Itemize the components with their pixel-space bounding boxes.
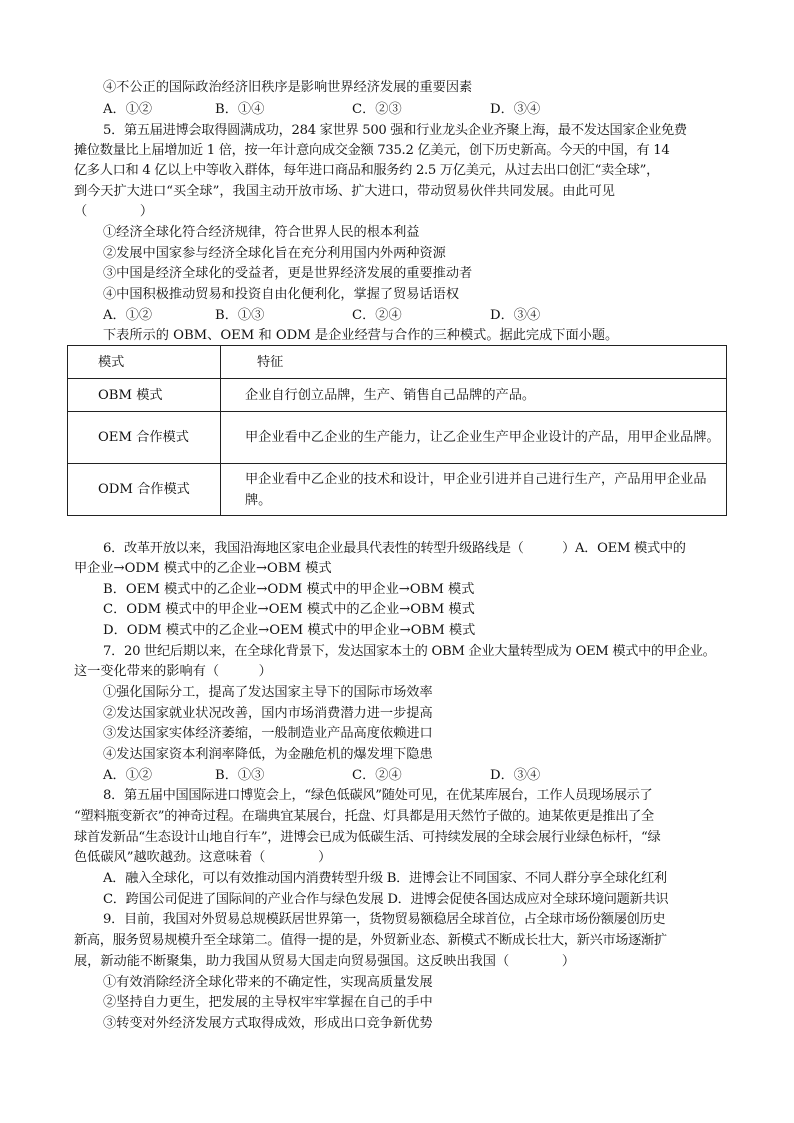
q5-stem-line-2: 摊位数量比上届增加近 1 倍，按一年计意向成交金额 735.2 亿美元，创下历史新高。今天的中国，有 14 [74,143,670,158]
q5-stem-line-3: 亿多人口和 4 亿以上中等收入群体，每年进口商品和服务约 2.5 万亿美元，从过去出口创汇“卖全球”， [74,163,659,178]
q4-choice-d: D．③④ [490,102,541,117]
table-row [68,464,727,516]
table-cell-feature: 甲企业看中乙企业的生产能力，让乙企业生产甲企业设计的产品，用甲企业品牌。 [221,412,727,464]
q5-choice-d: D．③④ [490,308,541,323]
q5-choice-a: A．①② [103,308,153,323]
q5-stem-line-4: 到今天扩大进口“买全球”，我国主动开放市场、扩大进口，带动贸易伙伴共同发展。由此可见 [74,184,615,199]
q9-stem-line-3: 展，新动能不断聚集，助力我国从贸易大国走向贸易强国。这反映出我国（ ） [74,954,576,969]
q7-stem-line-2: 这一变化带来的影响有（ ） [74,664,272,679]
q7-choice-a: A．①② [103,768,153,783]
q4-choice-a: A．①② [103,102,153,117]
table-header-row [68,346,727,379]
q8-choices-ab: A．融入全球化，可以有效推动国内消费转型升级 B．进博会让不同国家、不同人群分享全球化红利 [103,871,667,886]
q7-choice-d: D．③④ [490,768,541,783]
q7-choice-c: C．②④ [352,768,402,783]
q7-stem-line-1: 7．20 世纪后期以来，在全球化背景下，发达国家本土的 OBM 企业大量转型成为 OEM 模式中的甲企业。 [103,644,716,659]
table-header-mode: 模式 [68,346,221,379]
q7-item-4: ④发达国家资本利润率降低，为金融危机的爆发埋下隐患 [103,747,433,762]
q5-item-4: ④中国积极推动贸易和投资自由化便利化，掌握了贸易话语权 [103,287,460,302]
q4-item-4: ④不公正的国际政治经济旧秩序是影响世界经济发展的重要因素 [103,80,473,95]
q5-item-2: ②发展中国家参与经济全球化旨在充分利用国内外两种资源 [103,246,446,261]
q5-item-3: ③中国是经济全球化的受益者，更是世界经济发展的重要推动者 [103,266,473,281]
table-intro: 下表所示的 OBM、OEM 和 ODM 是企业经营与合作的三种模式。据此完成下面小题。 [103,328,619,343]
q5-choice-b: B．①③ [215,308,265,323]
table-cell-feature: 甲企业看中乙企业的技术和设计，甲企业引进并自己进行生产，产品用甲企业品牌。 [221,464,727,516]
q8-stem-line-3: 球首发新品“生态设计山地自行车”，进博会已成为低碳生活、可持续发展的全球会展行业绿色标杆，“绿 [74,830,661,845]
q5-stem-line-1: 5．第五届进博会取得圆满成功，284 家世界 500 强和行业龙头企业齐聚上海，最不发达国家企业免费 [103,123,687,138]
q4-choice-c: C．②③ [352,102,402,117]
q6-choice-d: D．ODM 模式中的乙企业→OEM 模式中的甲企业→OBM 模式 [103,623,476,638]
q8-choices-cd: C．跨国公司促进了国际间的产业合作与绿色发展 D．进博会促使各国达成应对全球环境问题新共识 [103,892,669,907]
table-cell-feature: 企业自行创立品牌，生产、销售自己品牌的产品。 [221,379,727,412]
q9-item-2: ②坚持自力更生，把发展的主导权牢牢掌握在自己的手中 [103,995,433,1010]
q9-item-3: ③转变对外经济发展方式取得成效，形成出口竞争新优势 [103,1016,433,1031]
q8-stem-line-4: 色低碳风”越吹越劲。这意味着（ ） [74,850,332,865]
mode-table [67,345,727,516]
q7-choice-b: B．①③ [215,768,265,783]
table-cell-mode: ODM 合作模式 [68,464,221,516]
q7-item-2: ②发达国家就业状况改善，国内市场消费潜力进一步提高 [103,706,433,721]
q9-stem-line-1: 9．目前，我国对外贸易总规模跃居世界第一，货物贸易额稳居全球首位，占全球市场份额屡创历史 [103,912,666,927]
q6-choice-c: C．ODM 模式中的甲企业→OEM 模式中的乙企业→OBM 模式 [103,602,475,617]
q7-item-1: ①强化国际分工，提高了发达国家主导下的国际市场效率 [103,685,433,700]
q8-stem-line-2: “塑料瓶变新衣”的神奇过程。在瑞典宜某展台，托盘、灯具都是用天然竹子做的。迪某侬更是推出了全 [74,809,654,824]
table-cell-mode: OEM 合作模式 [68,412,221,464]
q6-stem-line-1: 6．改革开放以来，我国沿海地区家电企业最具代表性的转型升级路线是（ ）A．OEM 模式中的 [103,541,686,556]
table-row [68,412,727,464]
q5-choice-c: C．②④ [352,308,402,323]
q5-item-1: ①经济全球化符合经济规律，符合世界人民的根本利益 [103,225,420,240]
table-row [68,379,727,412]
q8-stem-line-1: 8．第五届中国国际进口博览会上，“绿色低碳风”随处可见，在优某库展台，工作人员现场展示了 [103,788,653,803]
table-cell-mode: OBM 模式 [68,379,221,412]
q5-answer-blank: （ ） [74,204,154,219]
q4-choice-b: B．①④ [215,102,265,117]
q6-choice-b: B．OEM 模式中的乙企业→ODM 模式中的甲企业→OBM 模式 [103,582,475,597]
table-header-feature: 特征 [221,346,727,379]
q7-item-3: ③发达国家实体经济萎缩，一般制造业产品高度依赖进口 [103,726,433,741]
q9-stem-line-2: 新高，服务贸易规模升至全球第二。值得一提的是，外贸新业态、新模式不断成长壮大，新兴市场逐渐扩 [74,933,667,948]
q6-stem-line-2: 甲企业→ODM 模式中的乙企业→OBM 模式 [74,561,332,576]
q9-item-1: ①有效消除经济全球化带来的不确定性，实现高质量发展 [103,975,433,990]
